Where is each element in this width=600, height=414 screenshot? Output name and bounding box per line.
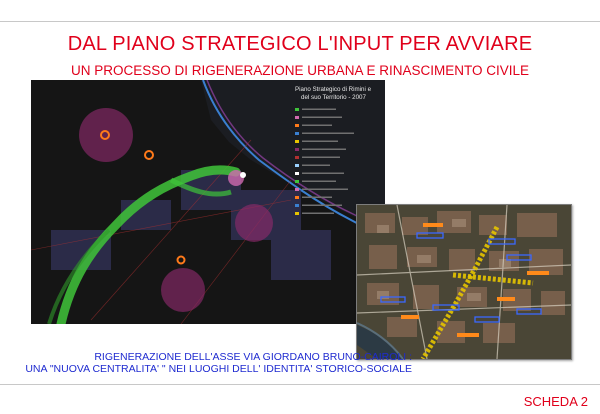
city-centre-aerial-photo: [356, 204, 572, 360]
map-legend-title-2: del suo Territorio - 2007: [301, 94, 366, 101]
sheet-number: SCHEDA 2: [523, 394, 588, 409]
page-title: DAL PIANO STRATEGICO L'INPUT PER AVVIARE: [67, 33, 533, 55]
top-rule: [0, 21, 600, 22]
caption-line-2: UNA "NUOVA CENTRALITA' " NEI LUOGHI DELL' IDENTITA' STORICO-SOCIALE: [25, 363, 412, 375]
page-subtitle: UN PROCESSO DI RIGENERAZIONE URBANA E RINASCIMENTO CIVILE: [70, 63, 530, 78]
strategic-plan-map: [31, 80, 385, 324]
caption-line-1: RIGENERAZIONE DELL'ASSE VIA GIORDANO BRUNO-CAIROLI :: [94, 351, 412, 363]
city-centre-aerial-graphic: [357, 205, 571, 359]
strategic-plan-map-graphic: [31, 80, 385, 324]
map-legend-title-1: Piano Strategico di Rimini e: [295, 86, 372, 93]
bottom-rule: [0, 384, 600, 385]
